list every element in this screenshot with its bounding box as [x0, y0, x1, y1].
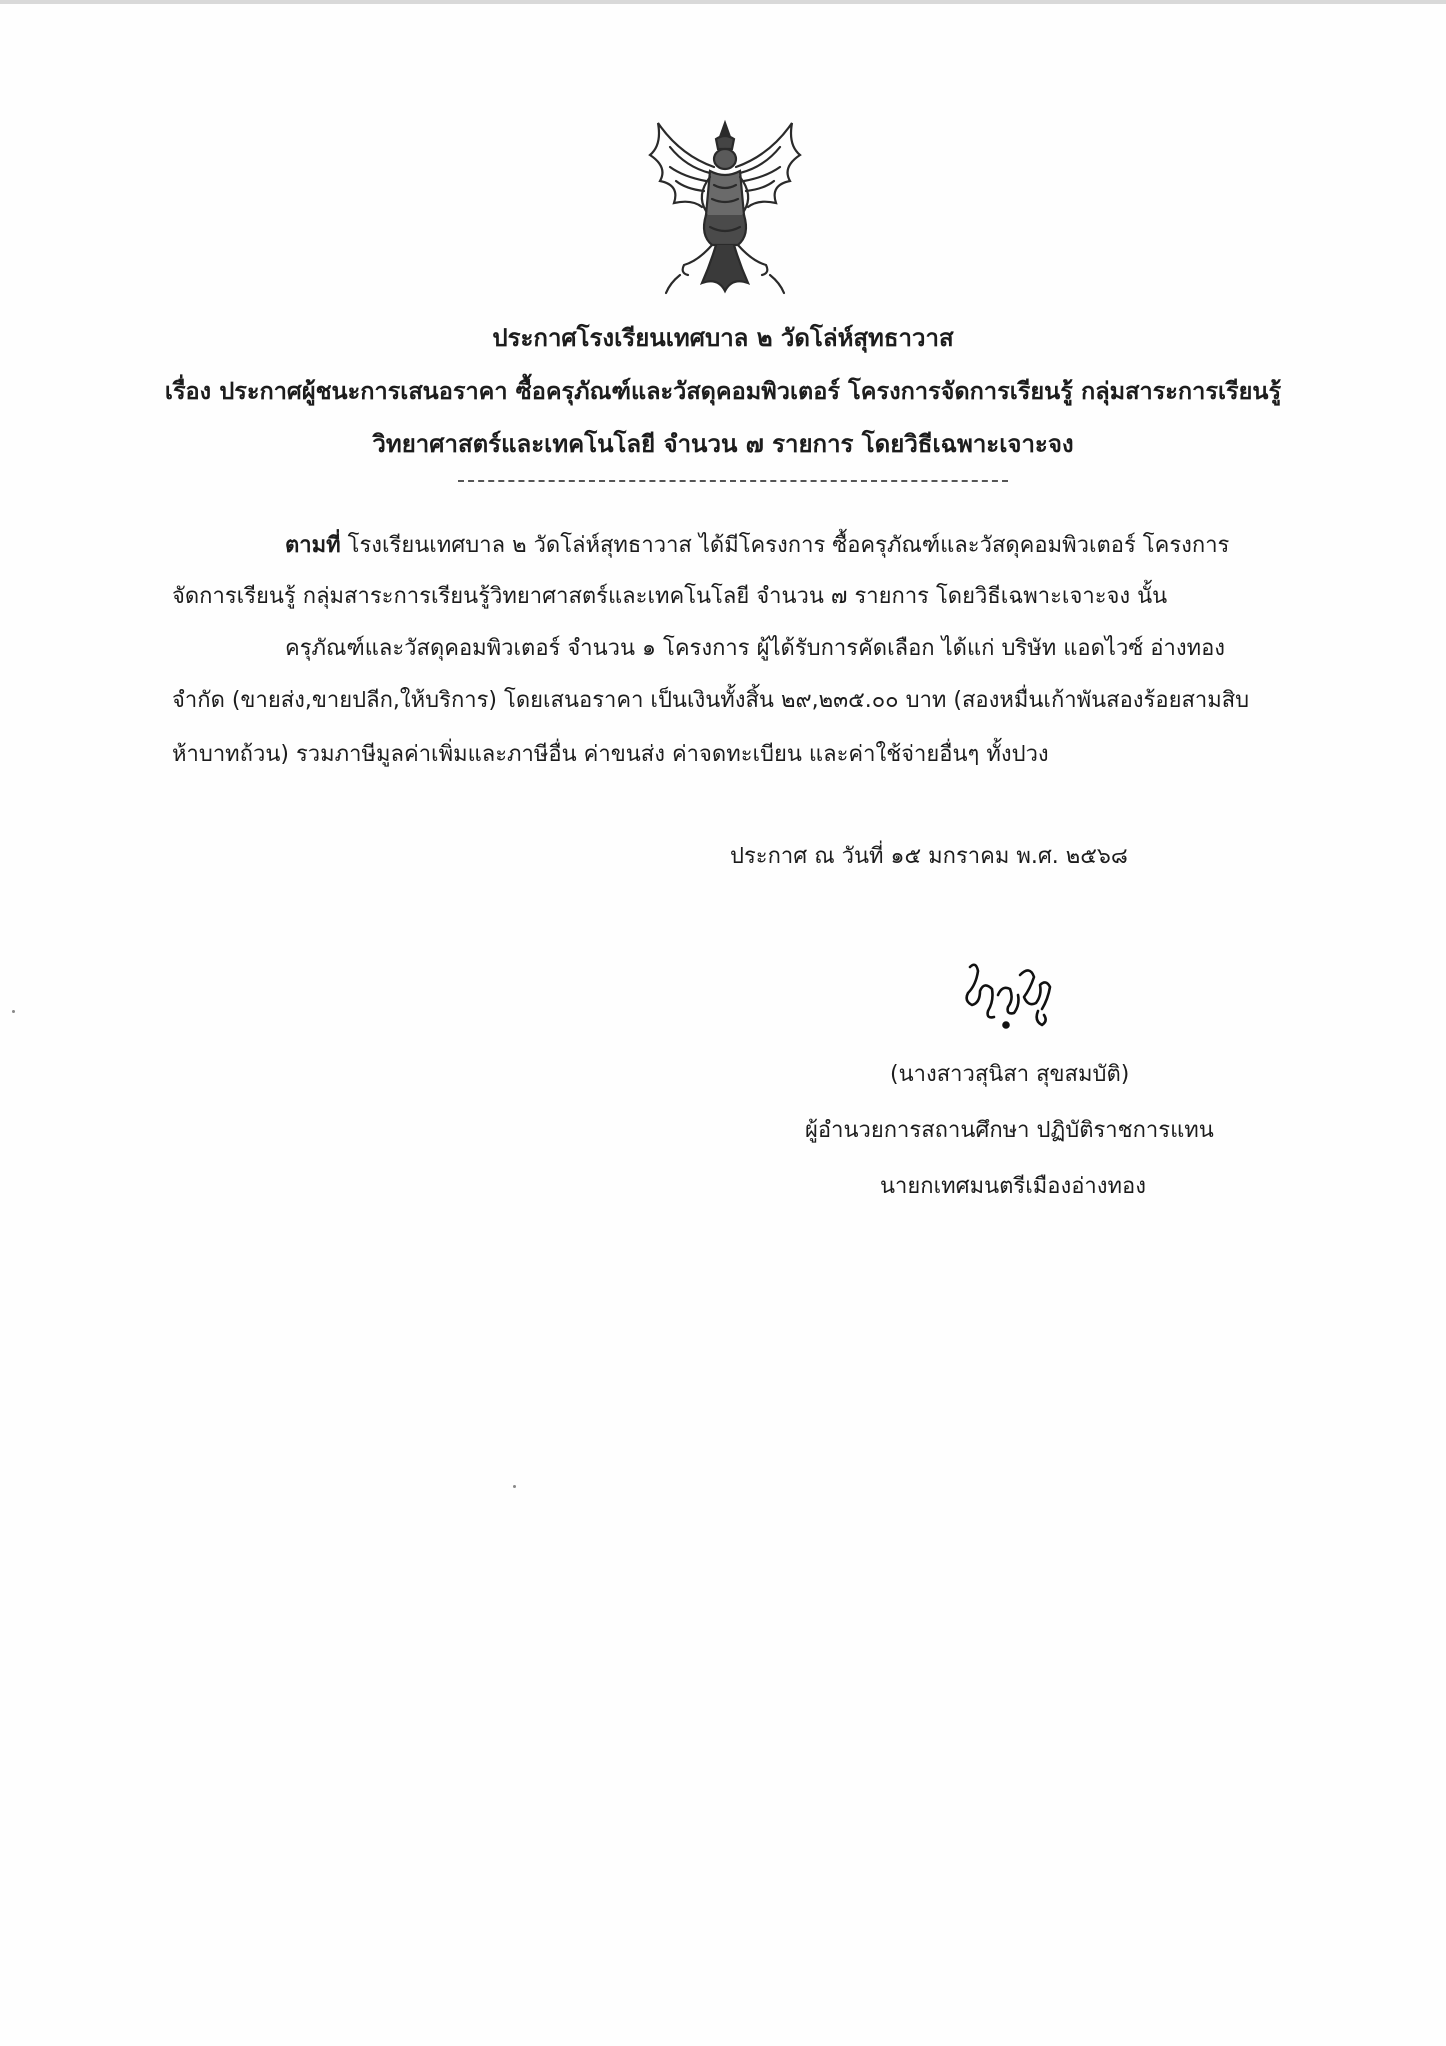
document-title: ประกาศโรงเรียนเทศบาล ๒ วัดโล่ห์สุทธาวาส — [492, 324, 954, 352]
subject-line-2: วิทยาศาสตร์และเทคโนโลยี จำนวน ๗ รายการ โดยวิธีเฉพาะเจาะจง — [372, 430, 1074, 458]
scan-speck — [12, 1010, 15, 1013]
scan-edge — [0, 0, 1446, 4]
body-line-1-text: โรงเรียนเทศบาล ๒ วัดโล่ห์สุทธาวาส ได้มีโครงการ ซื้อครุภัณฑ์และวัสดุคอมพิวเตอร์ โครงการ — [340, 533, 1230, 558]
body-line-3: ครุภัณฑ์และวัสดุคอมพิวเตอร์ จำนวน ๑ โครงการ ผู้ได้รับการคัดเลือก ได้แก่ บริษัท แอดไวซ์ อ่างทอง — [285, 636, 1226, 661]
scan-speck — [513, 1485, 516, 1488]
signer-position: ผู้อำนวยการสถานศึกษา ปฏิบัติราชการแทน — [805, 1118, 1214, 1143]
separator-line — [458, 480, 1008, 482]
handwritten-signature — [950, 955, 1080, 1045]
garuda-emblem-icon — [640, 115, 810, 300]
announce-date: ประกาศ ณ วันที่ ๑๕ มกราคม พ.ศ. ๒๕๖๘ — [730, 844, 1128, 869]
body-line-2: จัดการเรียนรู้ กลุ่มสาระการเรียนรู้วิทยาศาสตร์และเทคโนโลยี จำนวน ๗ รายการ โดยวิธีเฉพาะเจาะจง นั้น — [172, 584, 1168, 609]
signer-name: (นางสาวสุนิสา สุขสมบัติ) — [890, 1062, 1130, 1087]
subject-line-1: เรื่อง ประกาศผู้ชนะการเสนอราคา ซื้อครุภัณฑ์และวัสดุคอมพิวเตอร์ โครงการจัดการเรียนรู้ กลุ่มสาระการเรียนรู้ — [164, 377, 1282, 405]
body-lead-word: ตามที่ — [285, 533, 341, 558]
body-line-4: จำกัด (ขายส่ง,ขายปลีก,ให้บริการ) โดยเสนอราคา เป็นเงินทั้งสิ้น ๒๙,๒๓๕.๐๐ บาท (สองหมื่นเก้าพันสองร้อยสามสิบ — [172, 688, 1250, 713]
signer-organization: นายกเทศมนตรีเมืองอ่างทอง — [880, 1174, 1146, 1199]
body-line-1 — [285, 527, 1229, 562]
body-line-5: ห้าบาทถ้วน) รวมภาษีมูลค่าเพิ่มและภาษีอื่น ค่าขนส่ง ค่าจดทะเบียน และค่าใช้จ่ายอื่นๆ ทั้งปวง — [172, 742, 1049, 767]
